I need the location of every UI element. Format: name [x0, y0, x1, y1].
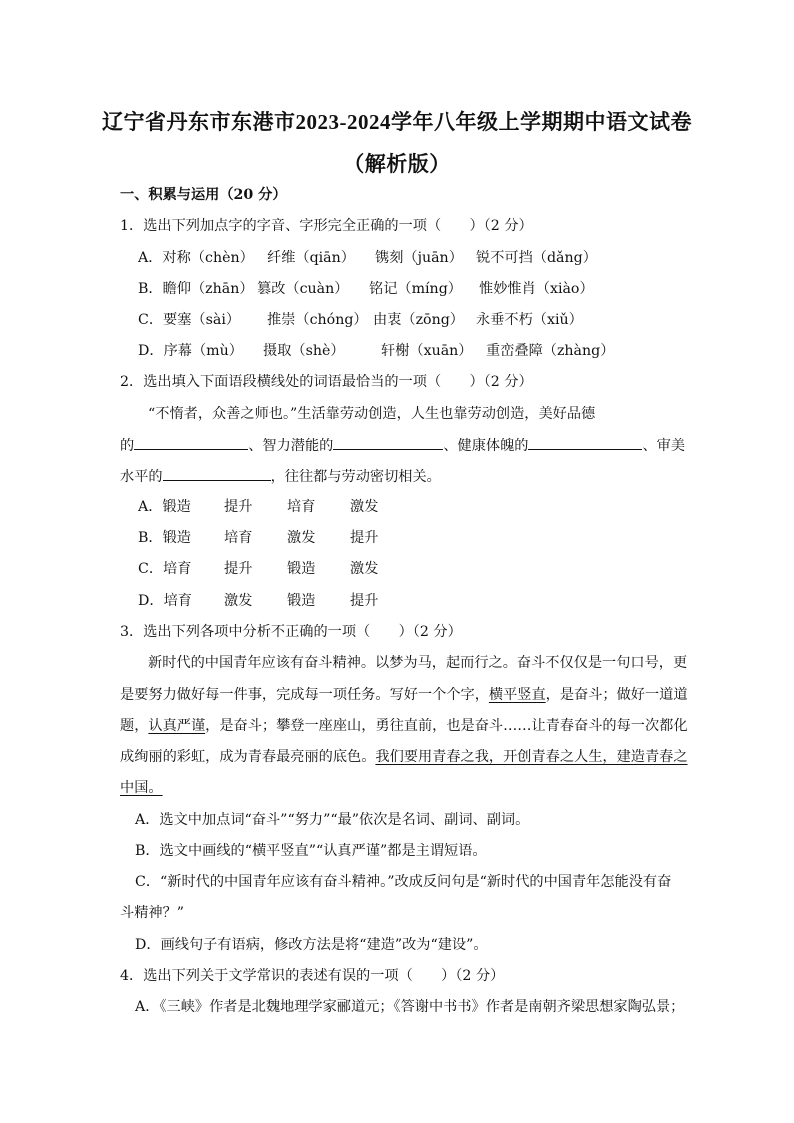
- passage-text: ，是奋斗；做好一道道: [545, 687, 688, 703]
- q2-passage-line: “不惰者，众善之师也。”生活靠劳动创造，人生也靠劳动创造，美好品德: [148, 406, 596, 422]
- option-cell: A．锻造: [138, 499, 191, 515]
- option-cell: 提升: [350, 530, 379, 546]
- option-cell: D．培育: [138, 593, 192, 609]
- option-cell: 激发: [350, 561, 379, 577]
- fill-blank: [528, 435, 642, 450]
- underlined-sentence: 我们要用青春之我，开创青春之人生，建造青春之: [375, 749, 688, 765]
- option-cell: 激发: [287, 530, 316, 546]
- passage-text: 、健康体魄的: [443, 438, 529, 454]
- option-cell: 培育: [224, 530, 253, 546]
- fill-blank: [333, 435, 443, 450]
- fill-blank: [134, 435, 248, 450]
- q2-passage-line: [120, 435, 686, 456]
- passage-text: 水平的: [120, 469, 163, 485]
- underlined-phrase: 认真严谨: [148, 718, 206, 734]
- option-cell: A．对称（chèn）: [138, 250, 254, 266]
- option-cell: 摄取（shè）: [263, 343, 345, 359]
- underlined-sentence: 中国。: [120, 780, 163, 796]
- exam-subtitle: （解析版）: [343, 152, 451, 176]
- q3-option-c: C．“新时代的中国青年应该有奋斗精神。”改成反问句是“新时代的中国青年怎能没有奋: [135, 874, 672, 890]
- option-cell: 激发: [350, 499, 379, 515]
- q2-passage-line: [120, 466, 676, 487]
- q3-passage-line: [120, 716, 688, 736]
- passage-text: 的: [120, 438, 135, 454]
- option-cell: 由衷（zōng）: [373, 312, 464, 328]
- option-cell: C．要塞（sài）: [138, 312, 241, 328]
- q3-stem: 3．选出下列各项中分析不正确的一项（ ）（2 分）: [120, 624, 462, 640]
- option-cell: 培育: [287, 499, 316, 515]
- q1-stem: 1．选出下列加点字的字音、字形完全正确的一项（ ）（2 分）: [120, 218, 533, 234]
- q3-passage-line: [120, 685, 688, 705]
- section-heading: 一、积累与运用（20 分）: [120, 187, 287, 203]
- passage-text: ，往往都与劳动密切相关。: [270, 469, 441, 485]
- option-cell: 铭记（míng）: [369, 281, 462, 297]
- exam-title: 辽宁省丹东市东港市2023-2024学年八年级上学期期中语文试卷: [102, 110, 692, 134]
- option-cell: 重峦叠障（zhàng）: [486, 343, 615, 359]
- option-cell: 轩榭（xuān）: [381, 343, 473, 359]
- q3-option-b: B．选文中画线的“横平竖直”“认真严谨”都是主谓短语。: [135, 843, 487, 859]
- option-cell: 纤维（qiān）: [267, 250, 355, 266]
- option-cell: 锻造: [287, 593, 316, 609]
- option-cell: 提升: [224, 499, 253, 515]
- passage-text: 题，: [120, 718, 149, 734]
- option-cell: 激发: [224, 593, 253, 609]
- q4-stem: 4．选出下列关于文学常识的表述有误的一项（ ）（2 分）: [120, 968, 505, 984]
- option-cell: B．瞻仰（zhān）: [138, 281, 254, 297]
- passage-text: 是要努力做好每一件事，完成每一项任务。写好一个个字，: [120, 687, 489, 703]
- passage-text: 成绚丽的彩虹，成为青春最亮丽的底色。: [120, 749, 376, 765]
- option-cell: 提升: [224, 561, 253, 577]
- option-cell: 惟妙惟肖（xiào）: [479, 281, 594, 297]
- option-cell: 锻造: [287, 561, 316, 577]
- option-cell: C．培育: [138, 561, 192, 577]
- option-cell: 永垂不朽（xiǔ）: [476, 312, 583, 328]
- option-cell: 镌刻（juān）: [375, 250, 463, 266]
- passage-text: ，是奋斗；攀登一座座山，勇往直前，也是奋斗……让青春奋斗的每一次都化: [205, 718, 688, 734]
- q3-option-c-cont: 斗精神？”: [120, 905, 185, 921]
- q2-stem: 2．选出填入下面语段横线处的词语最恰当的一项（ ）（2 分）: [120, 374, 533, 390]
- fill-blank: [163, 466, 271, 481]
- passage-text: 、智力潜能的: [248, 438, 334, 454]
- q4-option-a: A．《三峡》作者是北魏地理学家郦道元；《答谢中书书》作者是南朝齐梁思想家陶弘景；: [135, 999, 685, 1015]
- q3-passage-line: [120, 778, 676, 798]
- q3-option-a: A．选文中加点词“奋斗”“努力”“最”依次是名词、副词、副词。: [135, 812, 530, 828]
- option-cell: 锐不可挡（dǎng）: [476, 250, 597, 266]
- option-cell: 推崇（chóng）: [267, 312, 368, 328]
- passage-text: 、审美: [642, 438, 686, 454]
- option-cell: 篡改（cuàn）: [257, 281, 349, 297]
- underlined-phrase: 横平竖直: [488, 687, 546, 703]
- q3-passage-line: [120, 747, 688, 767]
- option-cell: 提升: [350, 593, 379, 609]
- option-cell: D．序幕（mù）: [138, 343, 243, 359]
- q3-option-d: D．画线句子有语病，修改方法是将“建造”改为“建设”。: [135, 937, 488, 953]
- option-cell: B．锻造: [138, 530, 191, 546]
- q3-passage-line: 新时代的中国青年应该有奋斗精神。以梦为马，起而行之。奋斗不仅仅是一句口号，更: [148, 655, 688, 671]
